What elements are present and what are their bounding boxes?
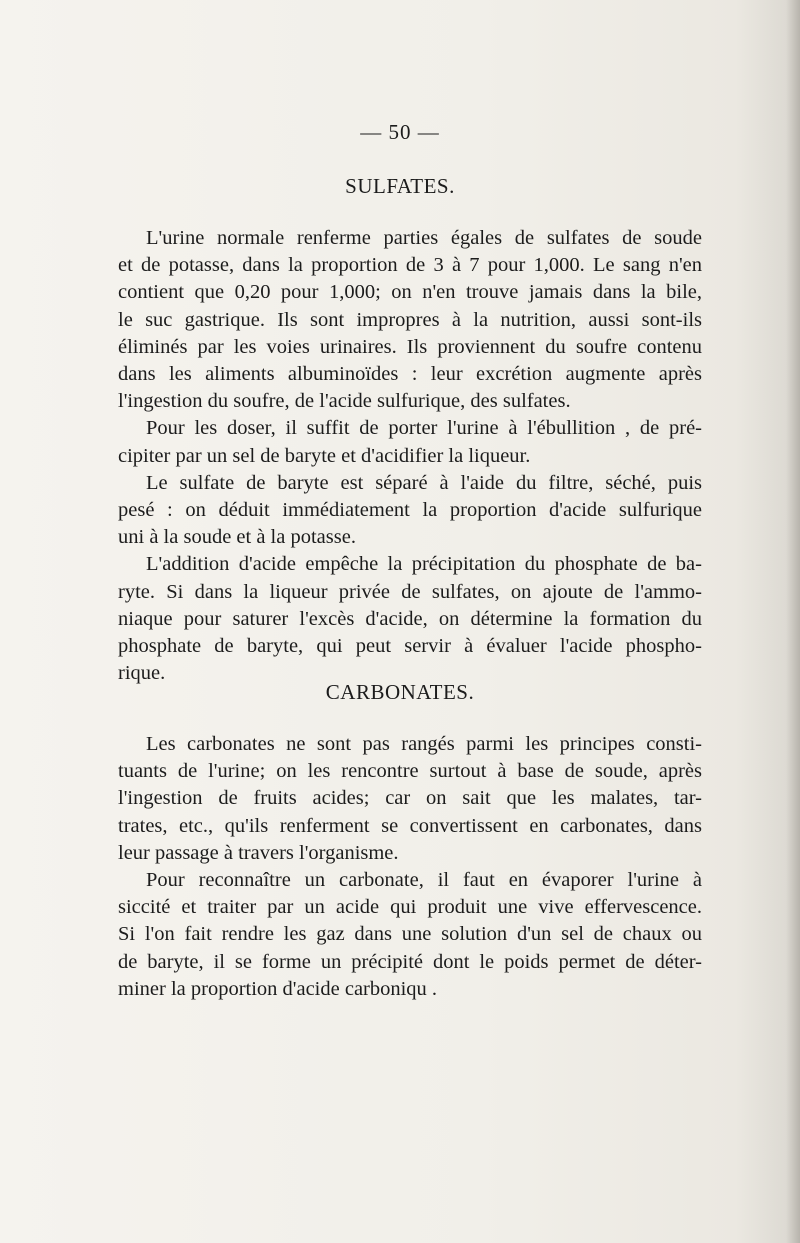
text-line: L'urine normale renferme parties égales de sulfates de soude [146, 227, 702, 249]
text-line: uni à la soude et à la potasse. [118, 526, 356, 549]
section-heading-sulfates: SULFATES. [345, 174, 455, 198]
text-line: miner la proportion d'acide carboniqu . [118, 977, 438, 1000]
text-line: Les carbonates ne sont pas rangés parmi les principes consti- [146, 733, 702, 755]
section-heading-carbonates: CARBONATES. [325, 680, 475, 704]
text-line: contient que 0,20 pour 1,000; on n'en trouve jamais dans la bile, [118, 281, 702, 304]
section-body-carbonates [118, 731, 702, 1003]
text-line: et de potasse, dans la proportion de 3 à 7 pour 1,000. Le sang n'en [118, 254, 702, 277]
text-line: cipiter par un sel de baryte et d'acidifier la liqueur. [118, 444, 531, 467]
section-body-sulfates [118, 225, 702, 687]
text-line: L'addition d'acide empêche la précipitation du phosphate de ba- [146, 553, 702, 576]
text-line: l'ingestion du soufre, de l'acide sulfurique, des sulfates. [118, 390, 571, 413]
text-line: pesé : on déduit immédiatement la proportion d'acide sulfurique [118, 499, 702, 522]
text-line: dans les aliments albuminoïdes : leur excrétion augmente après [118, 363, 702, 386]
text-line: Le sulfate de baryte est séparé à l'aide du filtre, séché, puis [146, 471, 702, 494]
text-line: tuants de l'urine; on les rencontre surtout à base de soude, après [118, 760, 702, 783]
text-line: phosphate de baryte, qui peut servir à évaluer l'acide phospho- [118, 635, 702, 658]
text-line: rique. [118, 662, 166, 685]
text-line: de baryte, il se forme un précipité dont le poids permet de déter- [118, 950, 702, 973]
text-line: trates, etc., qu'ils renferment se convertissent en carbonates, dans [118, 814, 702, 837]
text-line: Pour reconnaître un carbonate, il faut en évaporer l'urine à [146, 869, 702, 892]
text-line: l'ingestion de fruits acides; car on sait que les malates, tar- [118, 787, 702, 810]
page-number: — 50 — [360, 120, 440, 144]
text-line: Si l'on fait rendre les gaz dans une solution d'un sel de chaux ou [118, 923, 702, 946]
text-line: le suc gastrique. Ils sont impropres à la nutrition, aussi sont-ils [118, 308, 702, 331]
text-line: ryte. Si dans la liqueur privée de sulfates, on ajoute de l'ammo- [118, 580, 702, 603]
text-line: niaque pour saturer l'excès d'acide, on détermine la formation du [118, 607, 702, 630]
text-line: éliminés par les voies urinaires. Ils proviennent du soufre contenu [118, 335, 702, 358]
text-line: Pour les doser, il suffit de porter l'urine à l'ébullition , de pré- [146, 417, 702, 440]
text-line: siccité et traiter par un acide qui produit une vive effervescence. [118, 896, 702, 919]
text-line: leur passage à travers l'organisme. [118, 841, 399, 864]
